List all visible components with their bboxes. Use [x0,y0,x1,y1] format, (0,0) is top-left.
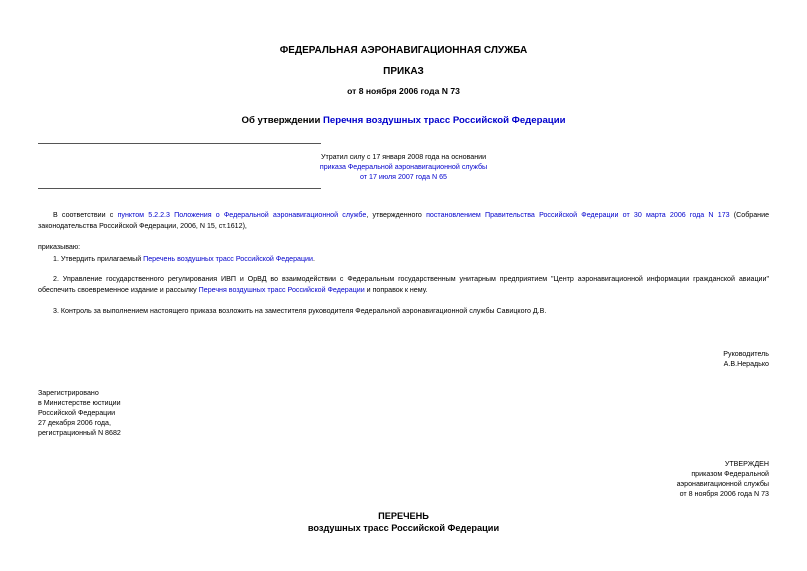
approved-line2: приказом Федеральной [691,470,769,478]
registration-line3: Российской Федерации [38,409,116,417]
registration-line4: 27 декабря 2006 года, [38,419,111,427]
preamble-paragraph [38,210,769,232]
signature-position: Руководитель [723,350,769,358]
title-link[interactable]: Перечня воздушных трасс Российской Федерации [323,115,566,126]
signature-block [560,349,769,369]
registration-line1: Зарегистрировано [38,389,99,397]
preamble-text-1: В соответствии с [53,211,118,219]
preamble-link-decree[interactable]: постановлением Правительства Российской Федерации от 30 марта 2006 года N 173 [426,211,730,219]
doc-type: ПРИКАЗ [383,66,424,77]
preamble-link-regulation[interactable]: пунктом 5.2.2.3 Положения о Федеральной аэронавигационной службе [117,211,367,219]
approved-line4: от 8 ноября 2006 года N 73 [679,490,769,498]
item-2-text: 2. Управление государственного регулирования ИВП и ОрВД во взаимодействии с Федеральным государственным унитарным предприятием "Центр аэронавигационной информации гражданской авиации" обеспечить своевременное издание и рассылку [38,275,769,294]
list-title: ПЕРЕЧЕНЬ [378,511,429,521]
approved-line1: УТВЕРЖДЕН [724,460,769,468]
note-bottom-rule [38,188,321,189]
registration-block [38,388,238,438]
preamble-text-2: , утвержденного [366,211,427,219]
doc-date-number: от 8 ноября 2006 года N 73 [347,86,460,96]
status-note-line1: Утратил силу с 17 января 2008 года на основании [320,153,487,161]
approved-line3: аэронавигационной службы [676,480,769,488]
order-word: приказываю: [38,243,81,251]
registration-line5: регистрационный N 8682 [38,429,121,437]
item-1-link[interactable]: Перечень воздушных трасс Российской Федерации [143,255,313,263]
item-3: 3. Контроль за выполнением настоящего приказа возложить на заместителя руководителя Федеральной аэронавигационной службы Савицкого Д.В. [53,307,547,315]
approved-block [560,459,769,499]
list-subtitle: воздушных трасс Российской Федерации [307,523,500,533]
item-1-end: . [312,255,315,263]
preamble-text-3: (Собрание законодательства Российской Федерации, 2006, N 15, ст.1612), [38,211,770,230]
status-note [262,152,545,182]
title-prefix: Об утверждении [241,115,324,126]
agency-title: ФЕДЕРАЛЬНАЯ АЭРОНАВИГАЦИОННАЯ СЛУЖБА [279,45,528,56]
item-2-link[interactable]: Перечня воздушных трасс Российской Федерации [198,286,365,294]
item-1-text: 1. Утвердить прилагаемый [53,255,144,263]
item-2-end: и поправок к нему. [364,286,428,294]
signature-name: А.В.Нерадько [723,360,769,368]
note-top-rule [38,143,321,144]
registration-line2: в Министерстве юстиции [38,399,121,407]
status-note-link-line2[interactable]: от 17 июля 2007 года N 65 [360,173,447,181]
item-2 [38,274,769,296]
status-note-link-line1[interactable]: приказа Федеральной аэронавигационной службы [319,163,488,171]
item-1 [53,254,769,265]
doc-title [0,115,807,126]
